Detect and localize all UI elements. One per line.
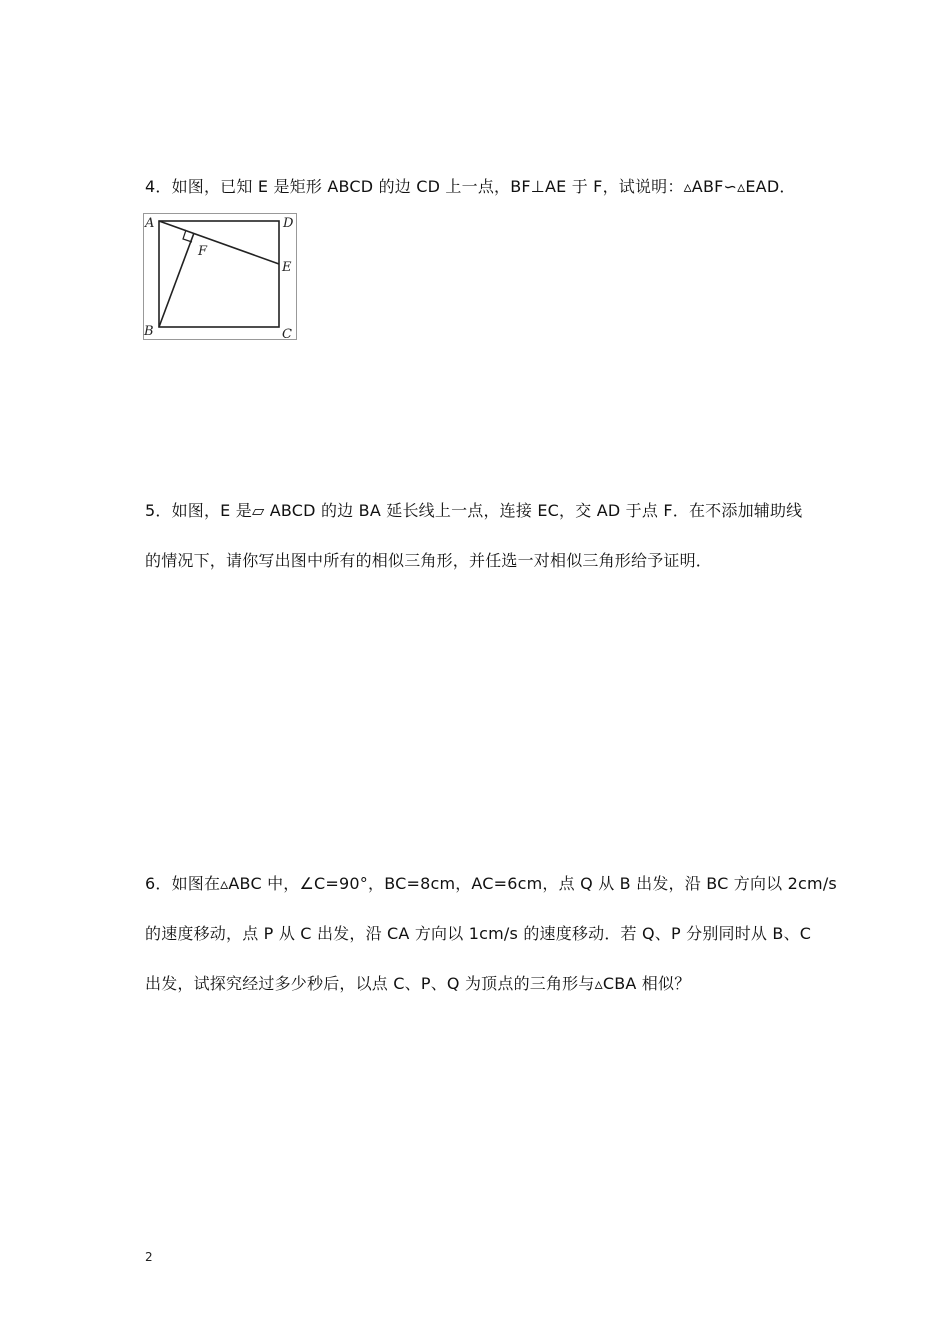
label-c: C [282, 327, 292, 340]
question-6-line-3: 出发，试探究经过多少秒后，以点 C、P、Q 为顶点的三角形与▵CBA 相似？ [145, 974, 691, 993]
question-6-line-1: 6．如图在▵ABC 中，∠C=90°，BC=8cm，AC=6cm，点 Q 从 B 出发，沿 BC 方向以 2cm/s [145, 874, 837, 893]
label-d: D [283, 216, 294, 231]
label-a: A [145, 216, 155, 231]
question-4-text: 4．如图，已知 E 是矩形 ABCD 的边 CD 上一点，BF⊥AE 于 F，试说明：▵ABF∽▵EAD． [145, 177, 796, 196]
rectangle-abcd-figure [143, 213, 297, 340]
label-b: B [144, 324, 154, 339]
question-5-line-2: 的情况下，请你写出图中所有的相似三角形，并任选一对相似三角形给予证明． [145, 551, 713, 570]
label-f: F [198, 244, 208, 259]
question-6-line-2: 的速度移动，点 P 从 C 出发，沿 CA 方向以 1cm/s 的速度移动．若 Q、P 分别同时从 B、C [145, 924, 812, 943]
question-5-line-1: 5．如图，E 是▱ ABCD 的边 BA 延长线上一点，连接 EC，交 AD 于点 F．在不添加辅助线 [145, 501, 803, 520]
label-e: E [282, 260, 292, 275]
page-number: 2 [145, 1250, 153, 1264]
